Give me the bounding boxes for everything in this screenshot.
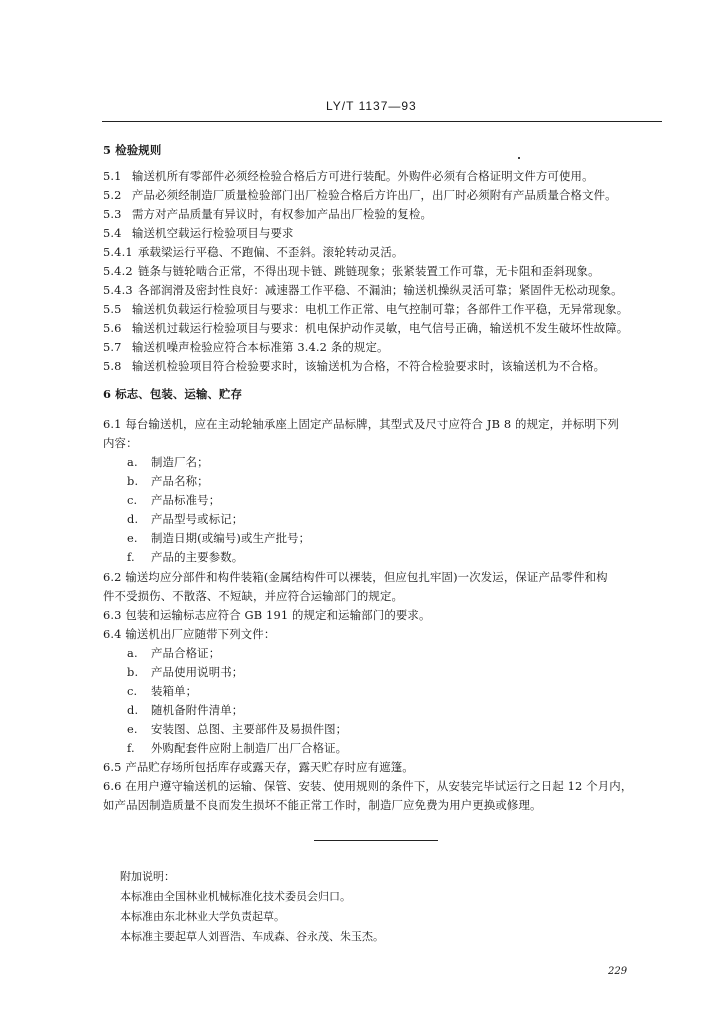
clause-number: 5.1 xyxy=(103,169,122,183)
clause-5-3 xyxy=(103,207,432,221)
clause-5-6 xyxy=(103,321,628,335)
section-6-heading: 6 标志、包装、运输、贮存 xyxy=(103,387,243,401)
clause-5-2 xyxy=(103,188,617,202)
clause-6-1-line2: 内容： xyxy=(103,436,138,450)
clause-text: 产品必须经制造厂质量检验部门出厂检验合格后方许出厂，出厂时必须附有产品质量合格文件。 xyxy=(132,188,617,202)
header-rule xyxy=(102,121,662,122)
note-line: 本标准主要起草人刘晋浩、车成森、谷永茂、朱玉杰。 xyxy=(120,930,384,943)
clause-number: 5.3 xyxy=(103,207,122,221)
clause-number: 5.7 xyxy=(103,340,122,354)
clause-number: 5.4.2 xyxy=(103,264,133,278)
clause-number: 5.4 xyxy=(103,226,122,240)
list-item: b. 产品名称； xyxy=(127,474,209,488)
list-item: b. 产品使用说明书； xyxy=(127,665,244,679)
clause-5-4-1 xyxy=(103,245,403,259)
clause-6-6-line2: 如产品因制造质量不良而发生损坏不能正常工作时，制造厂应免费为用户更换或修理。 xyxy=(103,798,542,812)
clause-6-4: 6.4 输送机出厂应随带下列文件： xyxy=(103,627,276,641)
clause-5-4-2 xyxy=(103,264,600,278)
list-item: d. 随机备附件清单； xyxy=(127,703,244,717)
list-item: d. 产品型号或标记； xyxy=(127,512,244,526)
clause-6-2-line2: 件不受损伤、不散落、不短缺，并应符合运输部门的规定。 xyxy=(103,589,404,603)
clause-number: 5.4.1 xyxy=(103,245,133,259)
clause-text: 输送机所有零部件必须经检验合格后方可进行装配。外购件必须有合格证明文件方可使用。 xyxy=(132,169,594,183)
clause-text: 输送机负载运行检验项目与要求：电机工作正常、电气控制可靠；各部件工作平稳，无异常现象。 xyxy=(132,302,629,316)
clause-text: 输送机过载运行检验项目与要求：机电保护动作灵敏，电气信号正确，输送机不发生破坏性故障。 xyxy=(132,321,629,335)
clause-6-3: 6.3 包装和运输标志应符合 GB 191 的规定和运输部门的要求。 xyxy=(103,608,431,622)
clause-number: 5.4.3 xyxy=(103,283,133,297)
clause-text: 输送机检验项目符合检验要求时，该输送机为合格，不符合检验要求时，该输送机为不合格。 xyxy=(132,359,606,373)
clause-text: 需方对产品质量有异议时，有权参加产品出厂检验的复检。 xyxy=(132,207,433,221)
list-item: e. 安装图、总图、主要部件及易损件图； xyxy=(127,722,348,736)
clause-number: 5.5 xyxy=(103,302,122,316)
note-line: 本标准由东北林业大学负责起草。 xyxy=(120,910,285,923)
clause-6-1-line1: 6.1 每台输送机，应在主动轮轴承座上固定产品标牌，其型式及尺寸应符合 JB 8 的规定，并标明下列 xyxy=(103,417,619,431)
clause-text: 各部润滑及密封性良好：减速器工作平稳、不漏油；输送机操纵灵活可靠；紧固件无松动现象。 xyxy=(138,283,623,297)
page-number: 229 xyxy=(608,966,628,977)
note-line: 本标准由全国林业机械标准化技术委员会归口。 xyxy=(120,890,351,903)
clause-6-5: 6.5 产品贮存场所包括库存或露天存，露天贮存时应有遮篷。 xyxy=(103,760,414,774)
standard-header: LY/T 1137—93 xyxy=(326,99,417,113)
list-item: c. 装箱单； xyxy=(127,684,198,698)
notes-heading: 附加说明： xyxy=(120,870,175,883)
end-separator xyxy=(314,840,438,841)
clause-5-5 xyxy=(103,302,628,316)
clause-5-7 xyxy=(103,340,389,354)
clause-text: 输送机空载运行检验项目与要求 xyxy=(132,226,294,240)
clause-text: 承载梁运行平稳、不跑偏、不歪斜。滚轮转动灵活。 xyxy=(138,245,404,259)
list-item: f. 产品的主要参数。 xyxy=(127,550,244,564)
list-item: f. 外购配套件应附上制造厂出厂合格证。 xyxy=(127,741,348,755)
clause-text: 链条与链轮啮合正常，不得出现卡链、跳链现象；张紧装置工作可靠，无卡阻和歪斜现象。 xyxy=(138,264,600,278)
clause-5-8 xyxy=(103,359,605,373)
clause-6-6-line1: 6.6 在用户遵守输送机的运输、保管、安装、使用规则的条件下，从安装完毕试运行之日起 12 个月内， xyxy=(103,779,633,793)
section-5-heading: 5 检验规则 xyxy=(103,143,162,157)
clause-number: 5.2 xyxy=(103,188,122,202)
clause-5-4 xyxy=(103,226,294,240)
list-item: c. 产品标准号； xyxy=(127,493,221,507)
clause-number: 5.8 xyxy=(103,359,122,373)
clause-6-2-line1: 6.2 输送均应分部件和构件装箱(金属结构件可以裸装，但应包扎牢固)一次发运，保证产品零件和构 xyxy=(103,570,608,584)
clause-text: 输送机噪声检验应符合本标准第 3.4.2 条的规定。 xyxy=(132,340,389,354)
list-item: e. 制造日期(或编号)或生产批号； xyxy=(127,531,311,545)
speck xyxy=(518,157,520,159)
clause-5-1 xyxy=(103,169,594,183)
clause-number: 5.6 xyxy=(103,321,122,335)
list-item: a. 制造厂名； xyxy=(127,455,209,469)
clause-5-4-3 xyxy=(103,283,623,297)
list-item: a. 产品合格证； xyxy=(127,646,221,660)
